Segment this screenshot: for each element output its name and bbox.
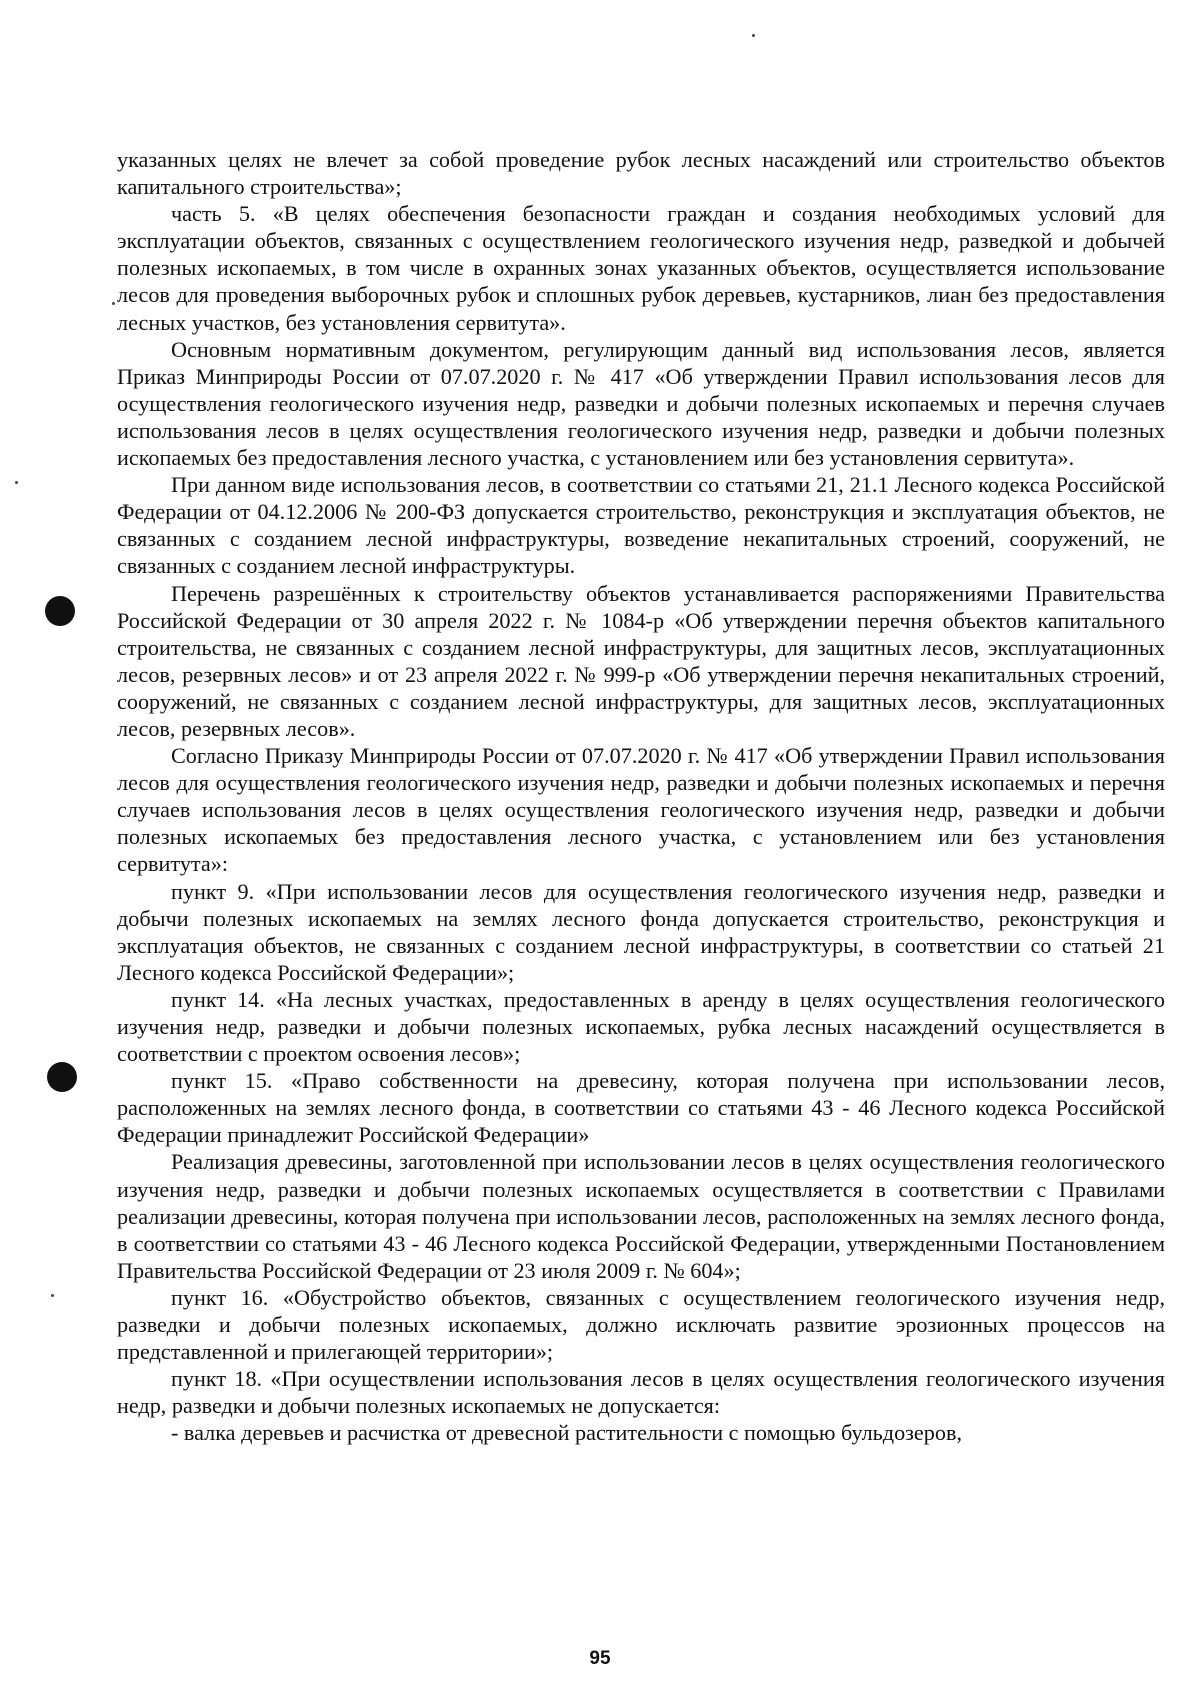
paragraph: При данном виде использования лесов, в соответствии со статьями 21, 21.1 Лесного кодекса Российской Федерации от 04.12.2006 № 200-ФЗ допускается строительство, реконструкция и эксплуатация объектов, не связанных с созданием лесной инфраструктуры, возведение некапитальных строений, сооружений, не связанных с созданием лесной инфраструктуры. bbox=[117, 472, 1165, 579]
paragraph: Реализация древесины, заготовленной при использовании лесов в целях осуществления геологического изучения недр, разведки и добычи полезных ископаемых осуществляется в соответствии с Правилами реализации древесины, которая получена при использовании лесов, расположенных на землях лесного фонда, в соответствии со статьями 43 - 46 Лесного кодекса Российской Федерации, утвержденными Постановлением Правительства Российской Федерации от 23 июля 2009 г. № 604»; bbox=[117, 1149, 1165, 1283]
paragraph: пункт 14. «На лесных участках, предоставленных в аренду в целях осуществления геологического изучения недр, разведки и добычи полезных ископаемых, рубка лесных насаждений осуществляется в соответствии с проектом освоения лесов»; bbox=[117, 986, 1165, 1067]
scan-speck bbox=[752, 34, 755, 37]
paragraph: пункт 9. «При использовании лесов для осуществления геологического изучения недр, разведки и добычи полезных ископаемых на землях лесного фонда допускается строительство, реконструкция и эксплуатация объектов, не связанных с созданием лесной инфраструктуры, в соответствии со статьей 21 Лесного кодекса Российской Федерации»; bbox=[117, 878, 1165, 985]
scan-speck bbox=[51, 1294, 54, 1297]
paragraph: пункт 16. «Обустройство объектов, связанных с осуществлением геологического изучения недр, разведки и добычи полезных ископаемых, должно исключать развитие эрозионных процессов на представленной и прилегающей территории»; bbox=[117, 1284, 1165, 1365]
paragraph: пункт 15. «Право собственности на древесину, которая получена при использовании лесов, расположенных на землях лесного фонда, в соответствии со статьями 43 - 46 Лесного кодекса Российской Федерации принадлежит Российской Федерации» bbox=[117, 1068, 1165, 1148]
paragraph: Основным нормативным документом, регулирующим данный вид использования лесов, является Приказ Минприроды России от 07.07.2020 г. № 417 «Об утверждении Правил использования лесов для осуществления геологического изучения недр, разведки и добычи полезных ископаемых и перечня случаев использования лесов в целях осуществления геологического изучения недр, разведки и добычи полезных ископаемых без предоставления лесного участка, с установлением или без установления сервитута». bbox=[117, 336, 1165, 471]
punch-hole-mark bbox=[47, 1062, 77, 1092]
scan-speck bbox=[112, 302, 115, 305]
paragraph: Перечень разрешённых к строительству объектов устанавливается распоряжениями Правительства Российской Федерации от 30 апреля 2022 г. № 1084-р «Об утверждении перечня объектов капитального строительства, не связанных с созданием лесной инфраструктуры, для защитных лесов, эксплуатационных лесов, резервных лесов» и от 23 апреля 2022 г. № 999-р «Об утверждении перечня некапитальных строений, сооружений, не связанных с созданием лесной инфраструктуры, для защитных лесов, эксплуатационных лесов, резервных лесов». bbox=[117, 580, 1165, 741]
scan-speck bbox=[15, 481, 18, 484]
paragraph: - валка деревьев и расчистка от древесной растительности с помощью бульдозеров, bbox=[171, 1420, 962, 1446]
paragraph: часть 5. «В целях обеспечения безопасности граждан и создания необходимых условий для эксплуатации объектов, связанных с осуществлением геологического изучения недр, разведкой и добычей полезных ископаемых, в том числе в охранных зонах указанных объектов, осуществляется использование лесов для проведения выборочных рубок и сплошных рубок деревьев, кустарников, лиан без предоставления лесных участков, без установления сервитута». bbox=[117, 201, 1165, 335]
paragraph: Согласно Приказу Минприроды России от 07.07.2020 г. № 417 «Об утверждении Правил использования лесов для осуществления геологического изучения недр, разведки и добычи полезных ископаемых и перечня случаев использования лесов в целях осуществления геологического изучения недр, разведки и добычи полезных ископаемых без предоставления лесного участка, с установлением или без установления сервитута»: bbox=[117, 743, 1165, 877]
paragraph: пункт 18. «При осуществлении использования лесов в целях осуществления геологического изучения недр, разведки и добычи полезных ископаемых не допускается: bbox=[117, 1366, 1165, 1419]
punch-hole-mark bbox=[45, 596, 75, 626]
paragraph: указанных целях не влечет за собой проведение рубок лесных насаждений или строительство объектов капитального строительства»; bbox=[117, 147, 1165, 200]
page-number: 95 bbox=[589, 1648, 611, 1669]
document-body bbox=[117, 146, 1165, 1447]
